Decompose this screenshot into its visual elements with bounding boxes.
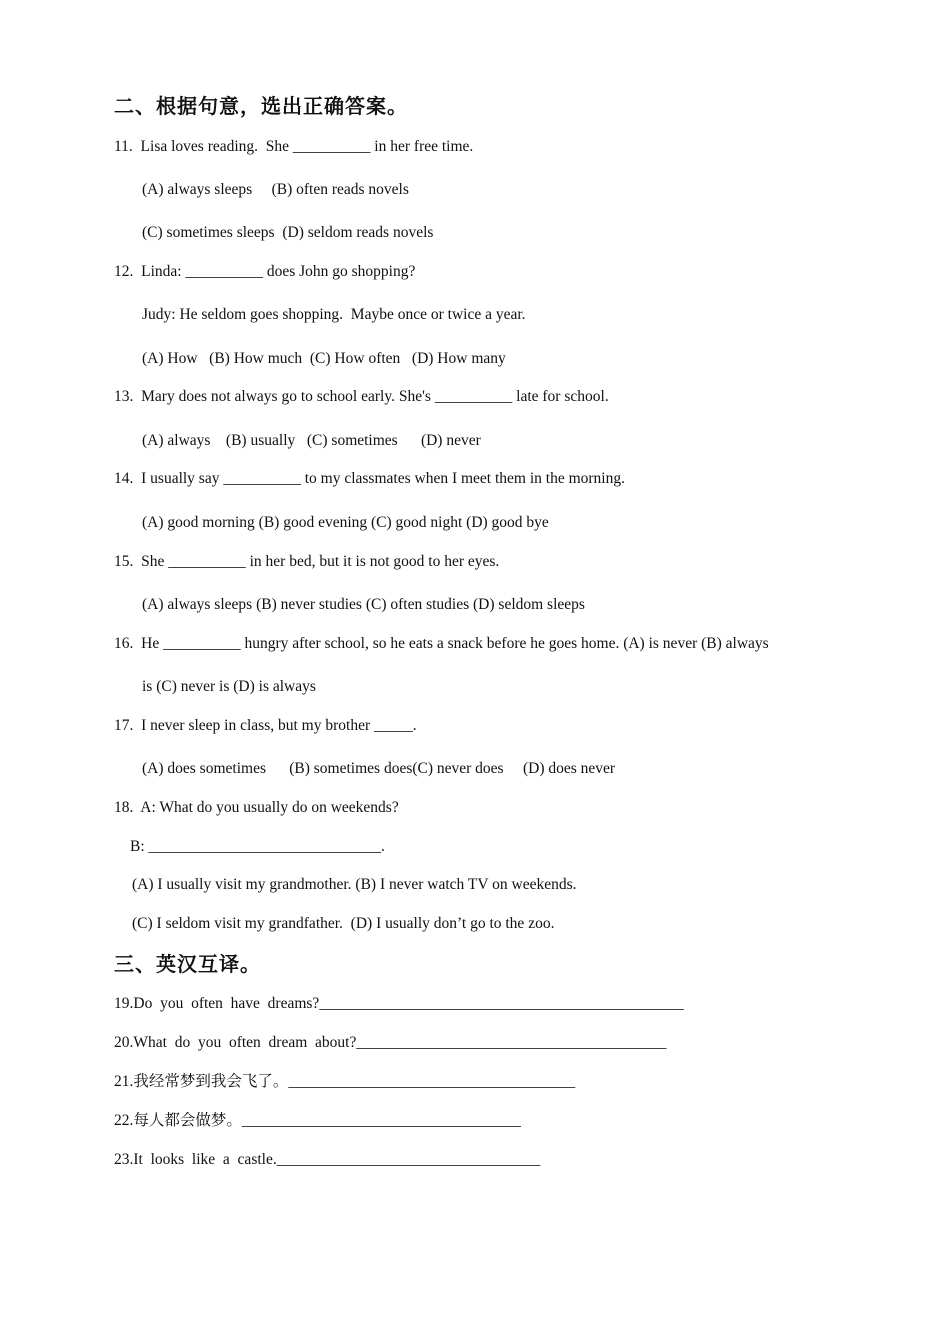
question-21: 21.我经常梦到我会飞了。_____________________________________ bbox=[114, 1073, 576, 1090]
question-17-options: (A) does sometimes (B) sometimes does(C) never does (D) does never bbox=[142, 760, 616, 777]
question-18-line-2: B: ______________________________. bbox=[130, 838, 385, 855]
question-19: 19.Do you often have dreams?_______________________________________________ bbox=[114, 995, 684, 1012]
question-11-options-1: (A) always sleeps (B) often reads novels bbox=[142, 181, 409, 198]
question-20: 20.What do you often dream about?________________________________________ bbox=[114, 1034, 667, 1051]
question-12-options: (A) How (B) How much (C) How often (D) How many bbox=[142, 350, 506, 367]
question-16-line-2: is (C) never is (D) is always bbox=[142, 678, 316, 695]
question-13-options: (A) always (B) usually (C) sometimes (D) never bbox=[142, 432, 481, 449]
question-11-options-2: (C) sometimes sleeps (D) seldom reads novels bbox=[142, 224, 434, 241]
section-3-heading: 三、英汉互译。 bbox=[114, 952, 261, 976]
question-14-stem: 14. I usually say __________ to my classmates when I meet them in the morning. bbox=[114, 470, 625, 487]
question-18-options-2: (C) I seldom visit my grandfather. (D) I usually don’t go to the zoo. bbox=[132, 915, 555, 932]
question-15-stem: 15. She __________ in her bed, but it is not good to her eyes. bbox=[114, 553, 500, 570]
question-11-stem: 11. Lisa loves reading. She __________ in her free time. bbox=[114, 138, 474, 155]
question-22: 22.每人都会做梦。____________________________________ bbox=[114, 1112, 521, 1129]
question-16-stem: 16. He __________ hungry after school, so he eats a snack before he goes home. (A) is never (B) always bbox=[114, 635, 769, 652]
question-23: 23.It looks like a castle.__________________________________ bbox=[114, 1151, 541, 1168]
question-12-stem: 12. Linda: __________ does John go shopping? bbox=[114, 263, 416, 280]
question-14-options: (A) good morning (B) good evening (C) good night (D) good bye bbox=[142, 514, 549, 531]
question-13-stem: 13. Mary does not always go to school early. She's __________ late for school. bbox=[114, 388, 609, 405]
section-2-heading: 二、根据句意，选出正确答案。 bbox=[114, 94, 408, 118]
question-17-stem: 17. I never sleep in class, but my brother _____. bbox=[114, 717, 417, 734]
question-18-options-1: (A) I usually visit my grandmother. (B) I never watch TV on weekends. bbox=[132, 876, 577, 893]
question-15-options: (A) always sleeps (B) never studies (C) often studies (D) seldom sleeps bbox=[142, 596, 585, 613]
question-18-stem: 18. A: What do you usually do on weekends? bbox=[114, 799, 399, 816]
question-12-line-2: Judy: He seldom goes shopping. Maybe once or twice a year. bbox=[142, 306, 526, 323]
